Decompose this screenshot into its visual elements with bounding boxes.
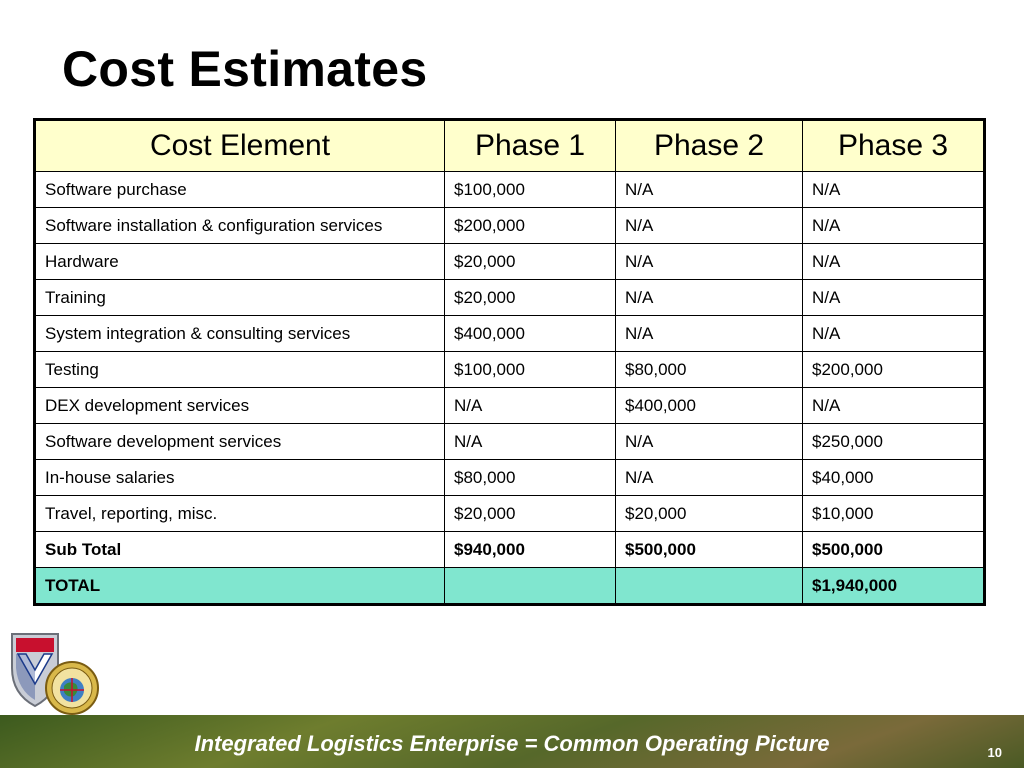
table-row — [35, 316, 985, 352]
cell-phase-2: N/A — [616, 280, 803, 316]
footer-bar — [0, 715, 1024, 768]
cell-phase-1: $80,000 — [445, 460, 616, 496]
cell-phase-2: $20,000 — [616, 496, 803, 532]
cell-cost-element: Testing — [35, 352, 445, 388]
cell-cost-element: Hardware — [35, 244, 445, 280]
cell-phase-2: N/A — [616, 316, 803, 352]
cell-phase-3: $10,000 — [803, 496, 985, 532]
page-number: 10 — [987, 745, 1002, 760]
cell-phase-1: $20,000 — [445, 280, 616, 316]
cell-cost-element: Travel, reporting, misc. — [35, 496, 445, 532]
cell-cost-element: Training — [35, 280, 445, 316]
cell-phase-2: $400,000 — [616, 388, 803, 424]
table-row — [35, 424, 985, 460]
cell-phase-3: N/A — [803, 208, 985, 244]
slide-title: Cost Estimates — [62, 41, 428, 97]
cell-phase-3: $40,000 — [803, 460, 985, 496]
table-row — [35, 208, 985, 244]
header-phase-2: Phase 2 — [616, 120, 803, 172]
table-row — [35, 496, 985, 532]
cell-phase-1: $20,000 — [445, 244, 616, 280]
cost-estimates-table — [33, 118, 986, 606]
cell-phase-3: N/A — [803, 244, 985, 280]
cell-phase-1: $400,000 — [445, 316, 616, 352]
cell-cost-element: Software development services — [35, 424, 445, 460]
logo-graphics — [6, 628, 102, 718]
cell-phase-2: $500,000 — [616, 532, 803, 568]
cell-phase-2: N/A — [616, 424, 803, 460]
cell-phase-2: $80,000 — [616, 352, 803, 388]
subtotal-row — [35, 532, 985, 568]
cell-phase-3: $1,940,000 — [803, 568, 985, 605]
cell-phase-3: N/A — [803, 316, 985, 352]
cell-cost-element: DEX development services — [35, 388, 445, 424]
cell-cost-element: Software installation & configuration services — [35, 208, 445, 244]
header-cost-element: Cost Element — [35, 120, 445, 172]
cell-phase-1: $100,000 — [445, 172, 616, 208]
cell-phase-2: N/A — [616, 208, 803, 244]
cell-cost-element: In-house salaries — [35, 460, 445, 496]
cell-phase-1: $100,000 — [445, 352, 616, 388]
cell-phase-3: $500,000 — [803, 532, 985, 568]
total-row — [35, 568, 985, 605]
cell-cost-element: Sub Total — [35, 532, 445, 568]
globe-seal-icon — [46, 662, 98, 714]
table-row — [35, 280, 985, 316]
table-header-row — [35, 120, 985, 172]
cell-phase-1: $940,000 — [445, 532, 616, 568]
cell-phase-1 — [445, 568, 616, 605]
table-row — [35, 388, 985, 424]
logo-group — [6, 628, 102, 718]
cell-phase-2: N/A — [616, 460, 803, 496]
cell-phase-3: N/A — [803, 172, 985, 208]
cell-phase-1: N/A — [445, 424, 616, 460]
cell-cost-element: Software purchase — [35, 172, 445, 208]
cell-phase-2: N/A — [616, 244, 803, 280]
table-row — [35, 172, 985, 208]
header-phase-1: Phase 1 — [445, 120, 616, 172]
cell-phase-1: $200,000 — [445, 208, 616, 244]
cell-phase-2: N/A — [616, 172, 803, 208]
table-row — [35, 460, 985, 496]
cell-phase-3: N/A — [803, 388, 985, 424]
cell-phase-1: N/A — [445, 388, 616, 424]
table-row — [35, 244, 985, 280]
cell-phase-1: $20,000 — [445, 496, 616, 532]
cell-phase-3: $200,000 — [803, 352, 985, 388]
cell-phase-2 — [616, 568, 803, 605]
cell-phase-3: $250,000 — [803, 424, 985, 460]
cell-cost-element: TOTAL — [35, 568, 445, 605]
cell-phase-3: N/A — [803, 280, 985, 316]
footer-tagline: Integrated Logistics Enterprise = Common Operating Picture — [194, 731, 830, 756]
header-phase-3: Phase 3 — [803, 120, 985, 172]
cell-cost-element: System integration & consulting services — [35, 316, 445, 352]
table-row — [35, 352, 985, 388]
